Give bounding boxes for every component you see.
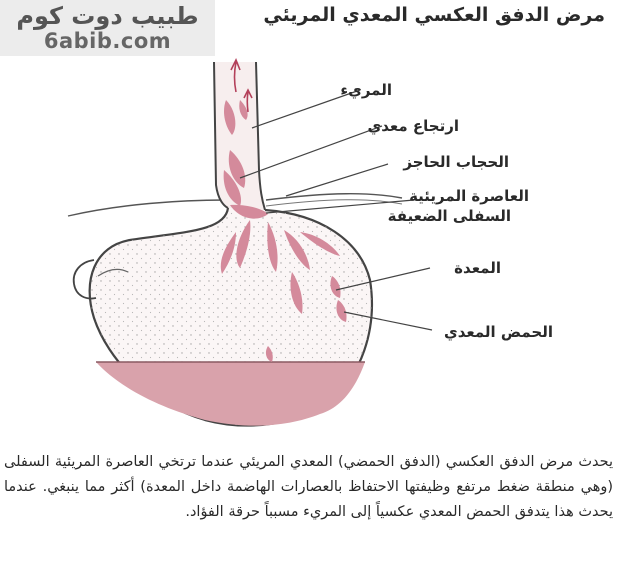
label-stomach: المعدة (454, 259, 501, 277)
label-sphincter-line1: العاصرة المريئية (409, 187, 529, 205)
diaphragm-right (266, 194, 402, 200)
label-sphincter-line2: السفلى الضعيفة (387, 207, 511, 225)
label-gastric-reflux: ارتجاع معدي (367, 117, 459, 135)
page-title: مرض الدفق العكسي المعدي المريئي (263, 4, 605, 26)
description-caption: يحدث مرض الدفق العكسي (الدفق الحمضي) المعدي المريئي عندما ترتخي العاصرة المريئية السفلى (وهي منطقة ضغط مرتفع وظيفتها الاحتفاظ بالعصارات الهاضمة داخل المعدة) أكثر مما ينبغي. عندما يحدث هذا يتدفق الحمض المعدي عكسياً إلى المريء مسبباً حرقة الفؤاد. (4, 454, 613, 520)
label-stomach-acid: الحمض المعدي (443, 323, 553, 341)
logo-arabic-text: طبيب دوت كوم (16, 2, 199, 30)
leader-diaphragm (286, 164, 388, 196)
leader-reflux (240, 126, 382, 178)
stomach-acid-pool (96, 362, 365, 426)
label-esophagus: المريء (340, 81, 392, 99)
logo-latin-text: 6abib.com (43, 29, 172, 53)
label-diaphragm: الحجاب الحاجز (403, 153, 509, 171)
diaphragm-left (68, 200, 226, 216)
